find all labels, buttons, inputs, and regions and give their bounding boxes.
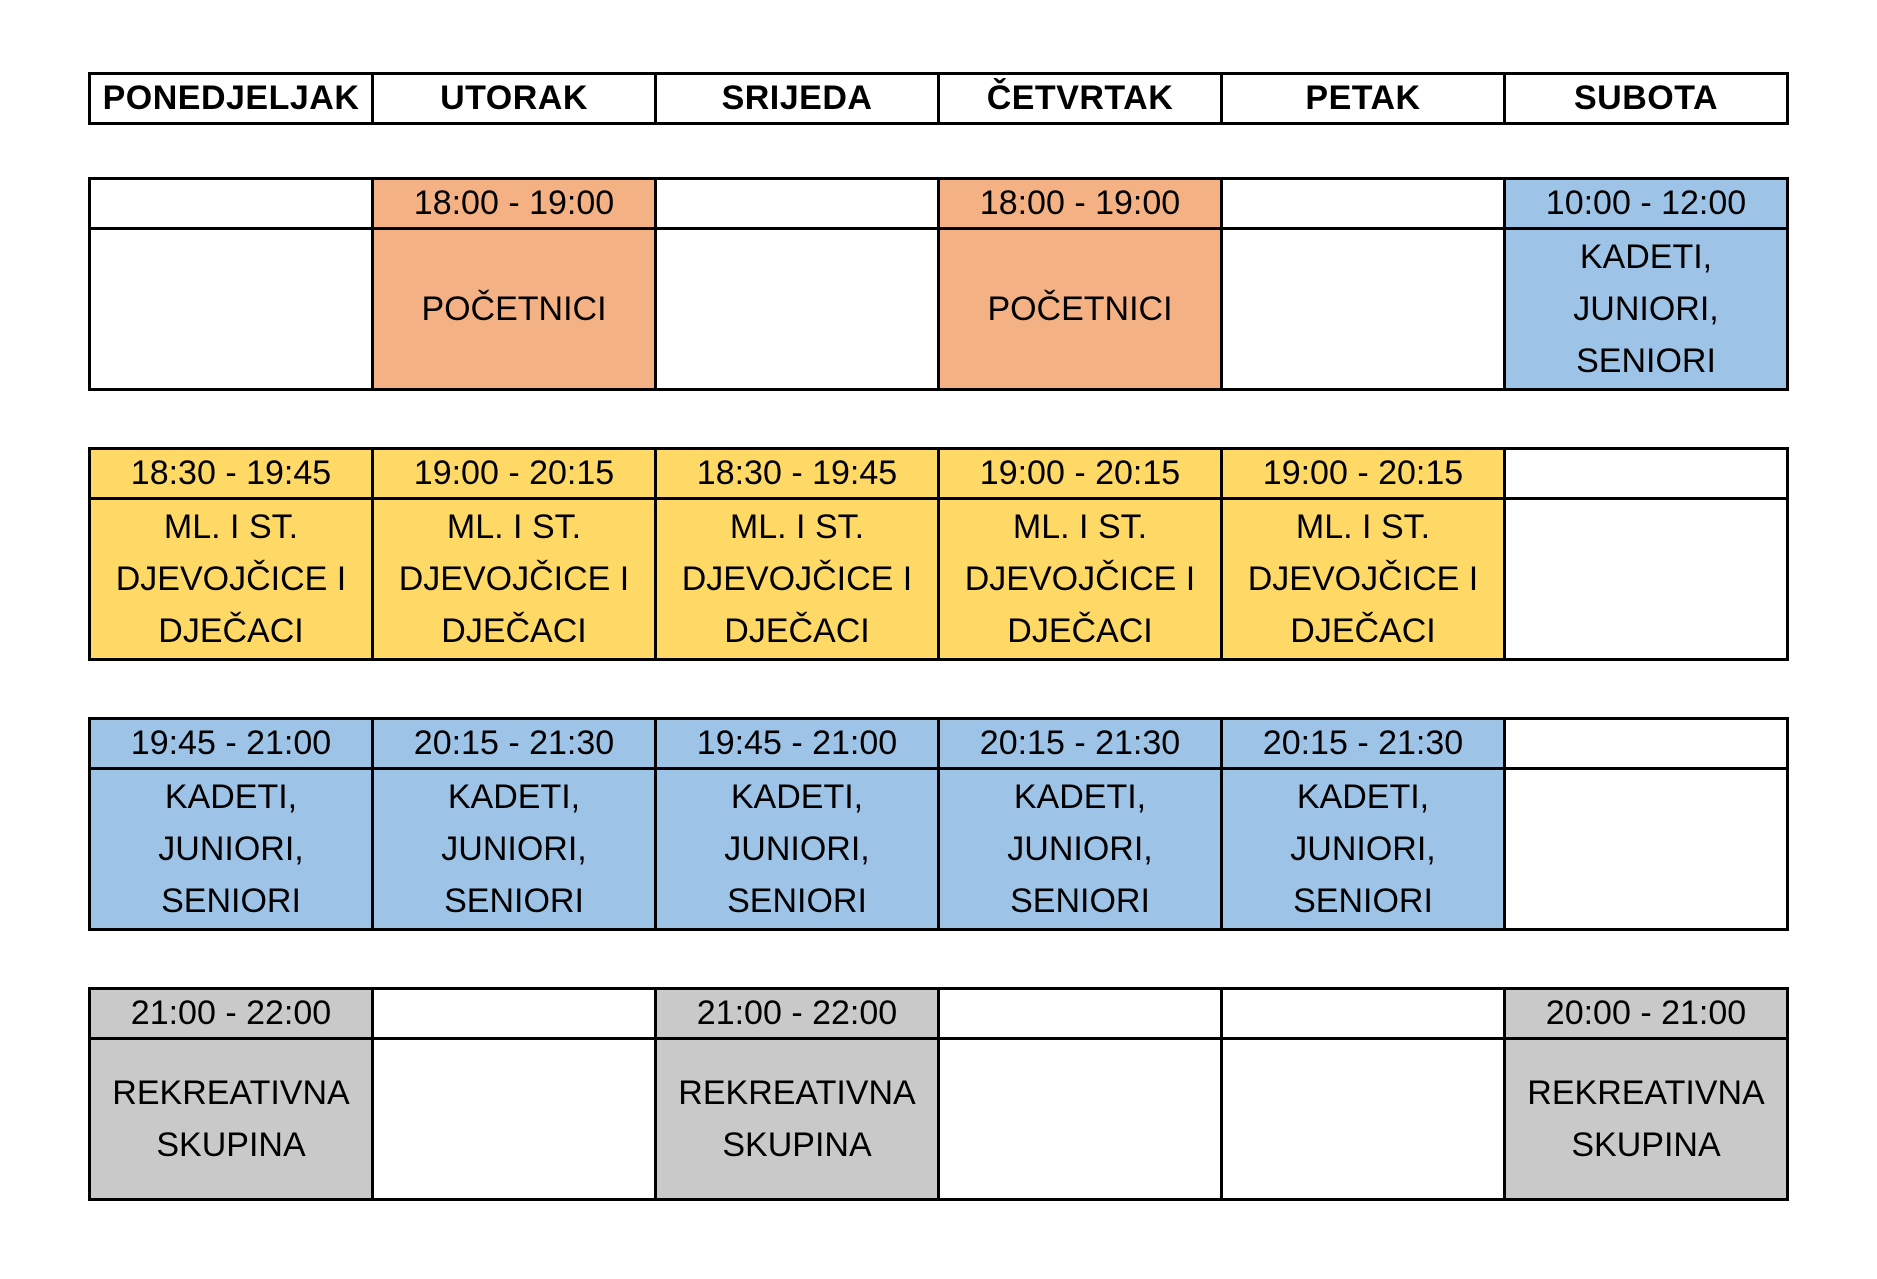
group-label-line: JUNIORI, [1290,830,1436,868]
schedule-table [88,447,1789,661]
time-cell: 18:30 - 19:45 [90,449,373,499]
group-label-line: DJEVOJČICE I [1247,560,1479,598]
day-header [88,72,1789,125]
group-label-line: KADETI, [164,778,298,816]
time-cell: 18:00 - 19:00 [373,179,656,229]
time-cell [656,179,939,229]
time-cell: 18:30 - 19:45 [656,449,939,499]
group-label-line: SENIORI [1576,342,1716,380]
group-cell [373,499,656,660]
schedule-table [88,177,1789,391]
time-cell [373,989,656,1039]
time-row [90,989,1788,1039]
schedule-block-4 [88,987,1789,1201]
group-label-line: ML. I ST. [729,508,865,546]
group-label-line: KADETI, [1579,238,1713,276]
group-label-line: REKREATIVNA [678,1074,916,1112]
day-header-cell: SRIJEDA [656,74,939,124]
group-label-line: SKUPINA [156,1126,306,1164]
group-cell [1505,769,1788,930]
group-label-line: DJEVOJČICE I [964,560,1196,598]
group-label-line: JUNIORI, [1007,830,1153,868]
time-cell: 20:15 - 21:30 [1222,719,1505,769]
time-cell: 21:00 - 22:00 [90,989,373,1039]
time-row [90,179,1788,229]
group-cell [1505,499,1788,660]
group-cell [1222,1039,1505,1200]
time-cell: 20:15 - 21:30 [939,719,1222,769]
group-cell [90,1039,373,1200]
schedule-block-2 [88,447,1789,661]
group-label-line: ML. I ST. [163,508,299,546]
schedule-table [88,987,1789,1201]
group-label-line: ML. I ST. [1295,508,1431,546]
group-cell [939,1039,1222,1200]
group-cell [373,769,656,930]
group-label-line: SENIORI [444,882,584,920]
time-cell [1505,719,1788,769]
group-label-line: DJEČACI [1007,612,1153,650]
group-label-line: DJEVOJČICE I [115,560,347,598]
time-row [90,719,1788,769]
time-cell: 19:00 - 20:15 [939,449,1222,499]
group-label-line: KADETI, [730,778,864,816]
time-cell: 19:00 - 20:15 [1222,449,1505,499]
time-cell: 20:15 - 21:30 [373,719,656,769]
group-cell [1222,229,1505,390]
time-cell [90,179,373,229]
group-row [90,1039,1788,1200]
time-cell: 21:00 - 22:00 [656,989,939,1039]
group-cell [1222,499,1505,660]
time-cell: 19:45 - 21:00 [90,719,373,769]
time-cell: 20:00 - 21:00 [1505,989,1788,1039]
group-label-line: SKUPINA [1571,1126,1721,1164]
day-header-cell: UTORAK [373,74,656,124]
group-label-line: SENIORI [161,882,301,920]
group-label-line: POČETNICI [421,290,607,328]
group-label-line: JUNIORI, [1573,290,1719,328]
group-cell [1505,229,1788,390]
group-cell [90,499,373,660]
time-cell: 18:00 - 19:00 [939,179,1222,229]
group-label-line: REKREATIVNA [1527,1074,1765,1112]
time-cell: 19:00 - 20:15 [373,449,656,499]
group-cell [656,499,939,660]
group-cell [90,229,373,390]
group-label-line: ML. I ST. [446,508,582,546]
group-label-line: SENIORI [1293,882,1433,920]
schedule-block-3 [88,717,1789,931]
group-row [90,229,1788,390]
group-label-line: REKREATIVNA [112,1074,350,1112]
time-cell: 10:00 - 12:00 [1505,179,1788,229]
group-label-line: JUNIORI, [724,830,870,868]
group-cell [656,1039,939,1200]
group-cell [1505,1039,1788,1200]
group-cell [373,1039,656,1200]
group-label-line: ML. I ST. [1012,508,1148,546]
group-label-line: DJEČACI [441,612,587,650]
group-label-line: JUNIORI, [158,830,304,868]
day-header-cell: PETAK [1222,74,1505,124]
group-label-line: DJEČACI [1290,612,1436,650]
group-label-line: KADETI, [1013,778,1147,816]
day-header-cell: ČETVRTAK [939,74,1222,124]
group-cell [373,229,656,390]
time-cell [1505,449,1788,499]
group-row [90,499,1788,660]
group-label-line: DJEVOJČICE I [681,560,913,598]
day-header-cell: PONEDJELJAK [90,74,373,124]
group-cell [939,229,1222,390]
group-cell [90,769,373,930]
group-label-line: KADETI, [1296,778,1430,816]
group-cell [656,769,939,930]
group-label-line: DJEČACI [724,612,870,650]
group-label-line: KADETI, [447,778,581,816]
group-cell [656,229,939,390]
group-label-line: DJEČACI [158,612,304,650]
group-label-line: SENIORI [727,882,867,920]
schedule-block-1 [88,177,1789,391]
group-row [90,769,1788,930]
group-cell [939,769,1222,930]
day-header-cell: SUBOTA [1505,74,1788,124]
group-label-line: POČETNICI [987,290,1173,328]
time-cell: 19:45 - 21:00 [656,719,939,769]
schedule-table [88,717,1789,931]
day-header-row [90,74,1788,124]
day-header-table [88,72,1789,125]
group-label-line: SENIORI [1010,882,1150,920]
group-cell [939,499,1222,660]
time-cell [1222,179,1505,229]
group-cell [1222,769,1505,930]
group-label-line: JUNIORI, [441,830,587,868]
time-cell [1222,989,1505,1039]
group-label-line: DJEVOJČICE I [398,560,630,598]
time-cell [939,989,1222,1039]
time-row [90,449,1788,499]
group-label-line: SKUPINA [722,1126,872,1164]
